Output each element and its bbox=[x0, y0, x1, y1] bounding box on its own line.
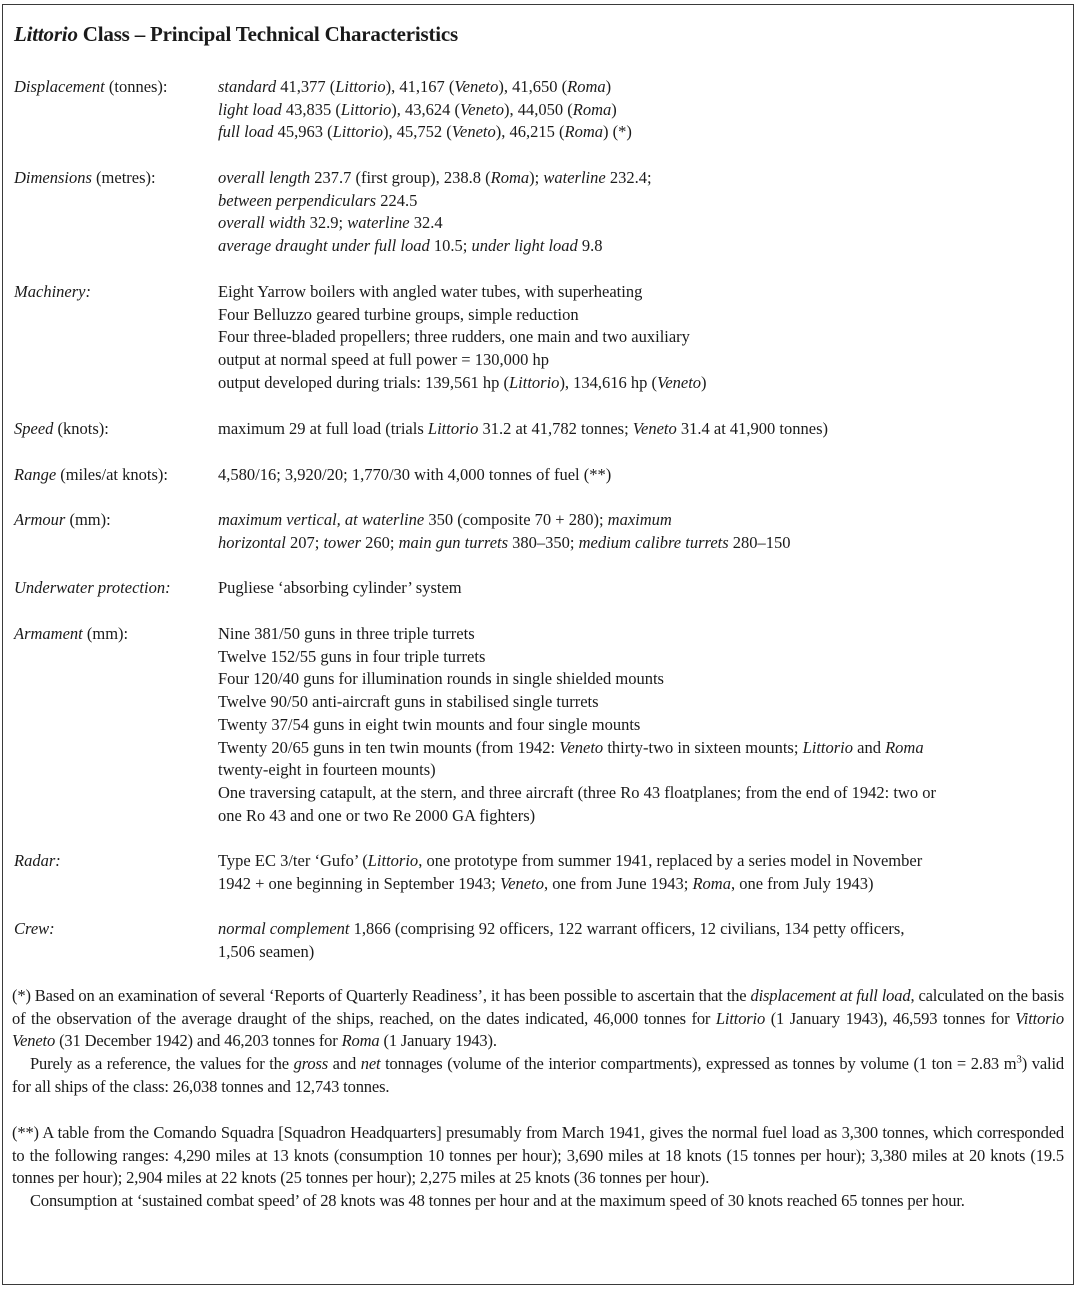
spec-value-line bbox=[218, 532, 1064, 555]
text-segment: ), 41,167 ( bbox=[385, 77, 455, 96]
text-segment: twenty-eight in fourteen mounts) bbox=[218, 760, 436, 780]
text-segment: (miles/at knots): bbox=[56, 465, 168, 484]
text-segment: one Ro 43 and one or two Re 2000 GA fighters) bbox=[218, 805, 536, 825]
spec-value-line bbox=[218, 372, 1064, 395]
text-segment: Purely as a reference, the values for the bbox=[30, 1054, 294, 1074]
spec-value bbox=[218, 509, 1064, 554]
italic-text: Littorio bbox=[335, 77, 386, 96]
text-segment: (knots): bbox=[53, 419, 109, 438]
text-segment: 350 (composite 70 + 280); bbox=[424, 510, 608, 529]
text-segment: and bbox=[853, 737, 886, 757]
spec-value-line bbox=[218, 805, 1064, 828]
text-segment: 237.7 (first group), 238.8 ( bbox=[310, 168, 491, 187]
text-segment: Consumption at ‘sustained combat speed’ of 28 knots was 48 tonnes per hour and at the maximum speed of 30 knots reached 65 tonnes per hour. bbox=[30, 1191, 965, 1211]
spec-value bbox=[218, 464, 1064, 487]
spec-label bbox=[14, 509, 111, 532]
italic-text: gross bbox=[293, 1054, 328, 1074]
text-segment: 4,580/16; 3,920/20; 1,770/30 with 4,000 tonnes of fuel (**) bbox=[218, 465, 612, 484]
italic-text: full load bbox=[218, 122, 274, 142]
text-segment: , one from June 1943; bbox=[543, 873, 693, 893]
text-segment: Four 120/40 guns for illumination rounds in single shielded mounts bbox=[218, 669, 664, 689]
text-segment: Class – Principal Technical Characteristics bbox=[77, 22, 459, 46]
italic-text: Veneto bbox=[499, 873, 544, 893]
text-segment: 31.4 at 41,900 tonnes) bbox=[676, 419, 828, 438]
italic-text: standard bbox=[218, 77, 277, 96]
italic-text: Armament bbox=[14, 624, 83, 643]
spec-value bbox=[218, 418, 1064, 441]
text-segment: 1,506 seamen) bbox=[218, 941, 315, 961]
italic-text: Veneto bbox=[451, 122, 496, 142]
spec-value-line bbox=[218, 691, 1064, 714]
footnote-paragraph bbox=[12, 1122, 1064, 1190]
spec-label bbox=[14, 918, 55, 941]
text-segment: One traversing catapult, at the stern, and three aircraft (three Ro 43 floatplanes; from the end of 1942: two or bbox=[218, 782, 936, 802]
spec-label bbox=[14, 850, 61, 873]
italic-text: Littorio bbox=[509, 372, 560, 392]
spec-value bbox=[218, 76, 1064, 144]
spec-value-line bbox=[218, 941, 1064, 964]
text-segment: Eight Yarrow boilers with angled water tubes, with superheating bbox=[218, 282, 643, 301]
text-segment: thirty-two in sixteen mounts; bbox=[603, 737, 803, 757]
text-segment: ), 134,616 hp ( bbox=[559, 372, 658, 392]
spec-value-line bbox=[218, 99, 1064, 122]
text-segment: (metres): bbox=[91, 168, 156, 187]
italic-text: maximum bbox=[607, 510, 672, 529]
spec-value-line bbox=[218, 121, 1064, 144]
italic-text: Littorio bbox=[715, 1008, 766, 1028]
italic-text: Range bbox=[14, 465, 57, 484]
text-segment: ) bbox=[611, 99, 617, 119]
italic-text: Littorio bbox=[332, 122, 384, 142]
spec-value-line bbox=[218, 646, 1064, 669]
footnote-single-asterisk bbox=[12, 985, 1064, 1099]
italic-text: Displacement bbox=[14, 77, 105, 96]
italic-text: normal complement bbox=[218, 919, 350, 938]
text-segment: Twelve 90/50 anti-aircraft guns in stabilised single turrets bbox=[218, 692, 599, 712]
text-segment: (mm): bbox=[82, 624, 129, 643]
italic-text: Crew: bbox=[14, 919, 55, 938]
italic-text: waterline bbox=[543, 168, 606, 187]
spec-label bbox=[14, 577, 171, 600]
text-segment: 3 bbox=[1016, 1053, 1022, 1066]
italic-text: net bbox=[360, 1054, 381, 1074]
spec-label bbox=[14, 167, 156, 190]
spec-value-line bbox=[218, 235, 1064, 258]
italic-text: average draught under full load bbox=[218, 236, 430, 256]
text-segment: 260; bbox=[361, 532, 399, 552]
italic-text: Roma bbox=[490, 168, 530, 187]
spec-label bbox=[14, 464, 168, 487]
italic-text: Veneto bbox=[657, 372, 702, 392]
text-segment: ), 41,650 ( bbox=[498, 77, 568, 96]
italic-text: Vittorio Veneto bbox=[12, 1008, 1064, 1051]
italic-text: Armour bbox=[14, 510, 66, 529]
text-segment: Pugliese ‘absorbing cylinder’ system bbox=[218, 578, 462, 597]
italic-text: Roma bbox=[341, 1031, 380, 1051]
text-segment: Twelve 152/55 guns in four triple turrets bbox=[218, 646, 486, 666]
spec-label bbox=[14, 281, 91, 304]
italic-text: Dimensions bbox=[14, 168, 92, 187]
text-segment: ) bbox=[701, 372, 707, 392]
italic-text: Veneto bbox=[632, 419, 677, 438]
text-segment: 41,377 ( bbox=[276, 77, 336, 96]
text-segment: and bbox=[328, 1054, 361, 1074]
text-segment: 31.2 at 41,782 tonnes; bbox=[478, 419, 633, 438]
italic-text: Roma bbox=[885, 737, 924, 757]
footnote-paragraph bbox=[12, 985, 1064, 1053]
text-segment: Twenty 20/65 guns in ten twin mounts (from 1942: bbox=[218, 737, 560, 757]
spec-value-line bbox=[218, 281, 1064, 304]
italic-text: Roma bbox=[572, 99, 612, 119]
text-segment: output developed during trials: 139,561 hp ( bbox=[218, 372, 509, 392]
spec-value-line bbox=[218, 918, 1064, 941]
text-segment: Type EC 3/ter ‘Gufo’ ( bbox=[218, 851, 368, 870]
text-segment: ) (*) bbox=[603, 122, 632, 142]
text-segment: Four Belluzzo geared turbine groups, simple reduction bbox=[218, 304, 579, 324]
text-segment: ), 45,752 ( bbox=[383, 122, 452, 142]
footnote-paragraph bbox=[12, 1190, 1064, 1213]
text-segment: (*) Based on an examination of several ‘Reports of Quarterly Readiness’, it has been possible to ascertain that the bbox=[12, 986, 751, 1005]
italic-text: medium calibre turrets bbox=[578, 532, 729, 552]
text-segment: , one from July 1943) bbox=[730, 873, 874, 893]
italic-text: overall length bbox=[218, 168, 311, 187]
italic-text: maximum vertical, at waterline bbox=[218, 510, 425, 529]
spec-value-line bbox=[218, 212, 1064, 235]
text-segment: tonnages (volume of the interior compartments), expressed as tonnes by volume (1 ton = 2.83 m bbox=[380, 1054, 1017, 1074]
text-segment: 207; bbox=[285, 532, 324, 552]
text-segment: 43,835 ( bbox=[281, 99, 341, 119]
italic-text: between perpendiculars bbox=[218, 190, 377, 210]
text-segment: ) valid for all ships of the class: 26,038 tonnes and 12,743 tonnes. bbox=[12, 1054, 1064, 1096]
italic-text: Littorio bbox=[427, 419, 479, 438]
text-segment: Four three-bladed propellers; three rudders, one main and two auxiliary bbox=[218, 327, 690, 347]
footnote-double-asterisk bbox=[12, 1122, 1064, 1213]
spec-label bbox=[14, 418, 109, 441]
spec-label bbox=[14, 623, 128, 646]
spec-value bbox=[218, 577, 1064, 600]
spec-value bbox=[218, 623, 1064, 827]
italic-text: Underwater protection: bbox=[14, 578, 171, 597]
italic-text: Littorio bbox=[802, 737, 853, 757]
text-segment: maximum 29 at full load (trials bbox=[218, 419, 428, 438]
spec-value-line bbox=[218, 76, 1064, 99]
text-segment: ), 44,050 ( bbox=[504, 99, 573, 119]
italic-text: Roma bbox=[567, 77, 606, 96]
text-segment: 9.8 bbox=[577, 236, 603, 256]
text-segment: Twenty 37/54 guns in eight twin mounts and four single mounts bbox=[218, 714, 641, 734]
spec-value-line bbox=[218, 873, 1064, 896]
text-segment: 1,866 (comprising 92 officers, 122 warrant officers, 12 civilians, 134 petty officers, bbox=[349, 919, 905, 938]
text-segment: output at normal speed at full power = 130,000 hp bbox=[218, 350, 549, 370]
footnote-paragraph bbox=[12, 1053, 1064, 1098]
spec-value-line bbox=[218, 737, 1064, 760]
text-segment: 10.5; bbox=[429, 236, 472, 256]
spec-value-line bbox=[218, 509, 1064, 532]
text-segment: 280–150 bbox=[728, 532, 791, 552]
spec-value bbox=[218, 167, 1064, 258]
italic-text: Littorio bbox=[367, 851, 419, 870]
text-segment: 45,963 ( bbox=[273, 122, 333, 142]
italic-text: Radar: bbox=[14, 851, 61, 870]
text-segment: , calculated on the basis of the observation of the average draught of the ships, reached, on the dates indicated, 46,000 tonnes for bbox=[12, 986, 1065, 1028]
italic-text: Littorio bbox=[340, 99, 392, 119]
italic-text: Veneto bbox=[559, 737, 604, 757]
italic-text: overall width bbox=[218, 213, 306, 233]
text-segment: (mm): bbox=[65, 510, 111, 529]
italic-text: Littorio bbox=[14, 22, 78, 46]
italic-text: under light load bbox=[471, 236, 578, 256]
text-segment: 32.9; bbox=[305, 213, 348, 233]
spec-value-line bbox=[218, 167, 1064, 190]
spec-value-line bbox=[218, 190, 1064, 213]
spec-value-line bbox=[218, 326, 1064, 349]
italic-text: light load bbox=[218, 99, 282, 119]
spec-value-line bbox=[218, 714, 1064, 737]
spec-value-line bbox=[218, 577, 1064, 600]
text-segment: ), 46,215 ( bbox=[495, 122, 565, 142]
spec-value-line bbox=[218, 782, 1064, 805]
text-segment: (31 December 1942) and 46,203 tonnes for bbox=[55, 1031, 342, 1051]
text-segment: Nine 381/50 guns in three triple turrets bbox=[218, 624, 475, 643]
spec-value-line bbox=[218, 623, 1064, 646]
italic-text: Roma bbox=[692, 873, 731, 893]
italic-text: Machinery: bbox=[14, 282, 91, 301]
spec-value-line bbox=[218, 850, 1064, 873]
spec-value-line bbox=[218, 668, 1064, 691]
spec-value bbox=[218, 918, 1064, 963]
text-segment: , one prototype from summer 1941, replaced by a series model in November bbox=[418, 851, 923, 870]
text-segment: (**) A table from the Comando Squadra [Squadron Headquarters] presumably from March 1941, gives the normal fuel load as 3,300 tonnes, which corresponded to the following ranges: 4,290 miles at 13 knots (consumption 10 tonnes per hour); 3,690 miles at 18 knots (15 tonnes per hour); 3,380 miles at 20 knots (19.5 tonnes per hour); 2,904 miles at 22 knots (25 tonnes per hour); 2,275 miles at 25 knots (36 tonnes per hour). bbox=[12, 1123, 1064, 1188]
spec-label bbox=[14, 76, 168, 99]
text-segment: ), 43,624 ( bbox=[391, 99, 461, 119]
italic-text: Speed bbox=[14, 419, 54, 438]
italic-text: main gun turrets bbox=[398, 532, 509, 552]
text-segment: (tonnes): bbox=[104, 77, 168, 96]
italic-text: Veneto bbox=[460, 99, 505, 119]
text-segment: (1 January 1943). bbox=[379, 1031, 497, 1051]
text-segment: 1942 + one beginning in September 1943; bbox=[218, 873, 500, 893]
italic-text: horizontal bbox=[218, 532, 286, 552]
spec-value-line bbox=[218, 418, 1064, 441]
spec-value-line bbox=[218, 759, 1064, 782]
text-segment: 32.4 bbox=[409, 213, 443, 233]
spec-value-line bbox=[218, 464, 1064, 487]
text-segment: 232.4; bbox=[605, 168, 652, 187]
text-segment: 380–350; bbox=[508, 532, 579, 552]
page-title bbox=[14, 22, 458, 47]
spec-value-line bbox=[218, 349, 1064, 372]
text-segment: ) bbox=[605, 77, 612, 96]
italic-text: tower bbox=[323, 532, 362, 552]
spec-value-line bbox=[218, 304, 1064, 327]
italic-text: waterline bbox=[347, 213, 410, 233]
text-segment: ); bbox=[529, 168, 544, 187]
spec-value bbox=[218, 281, 1064, 395]
italic-text: Veneto bbox=[454, 77, 499, 96]
spec-value bbox=[218, 850, 1064, 895]
italic-text: displacement at full load bbox=[750, 986, 911, 1005]
italic-text: Roma bbox=[564, 122, 604, 142]
text-segment: 224.5 bbox=[376, 190, 418, 210]
text-segment: (1 January 1943), 46,593 tonnes for bbox=[765, 1008, 1016, 1028]
